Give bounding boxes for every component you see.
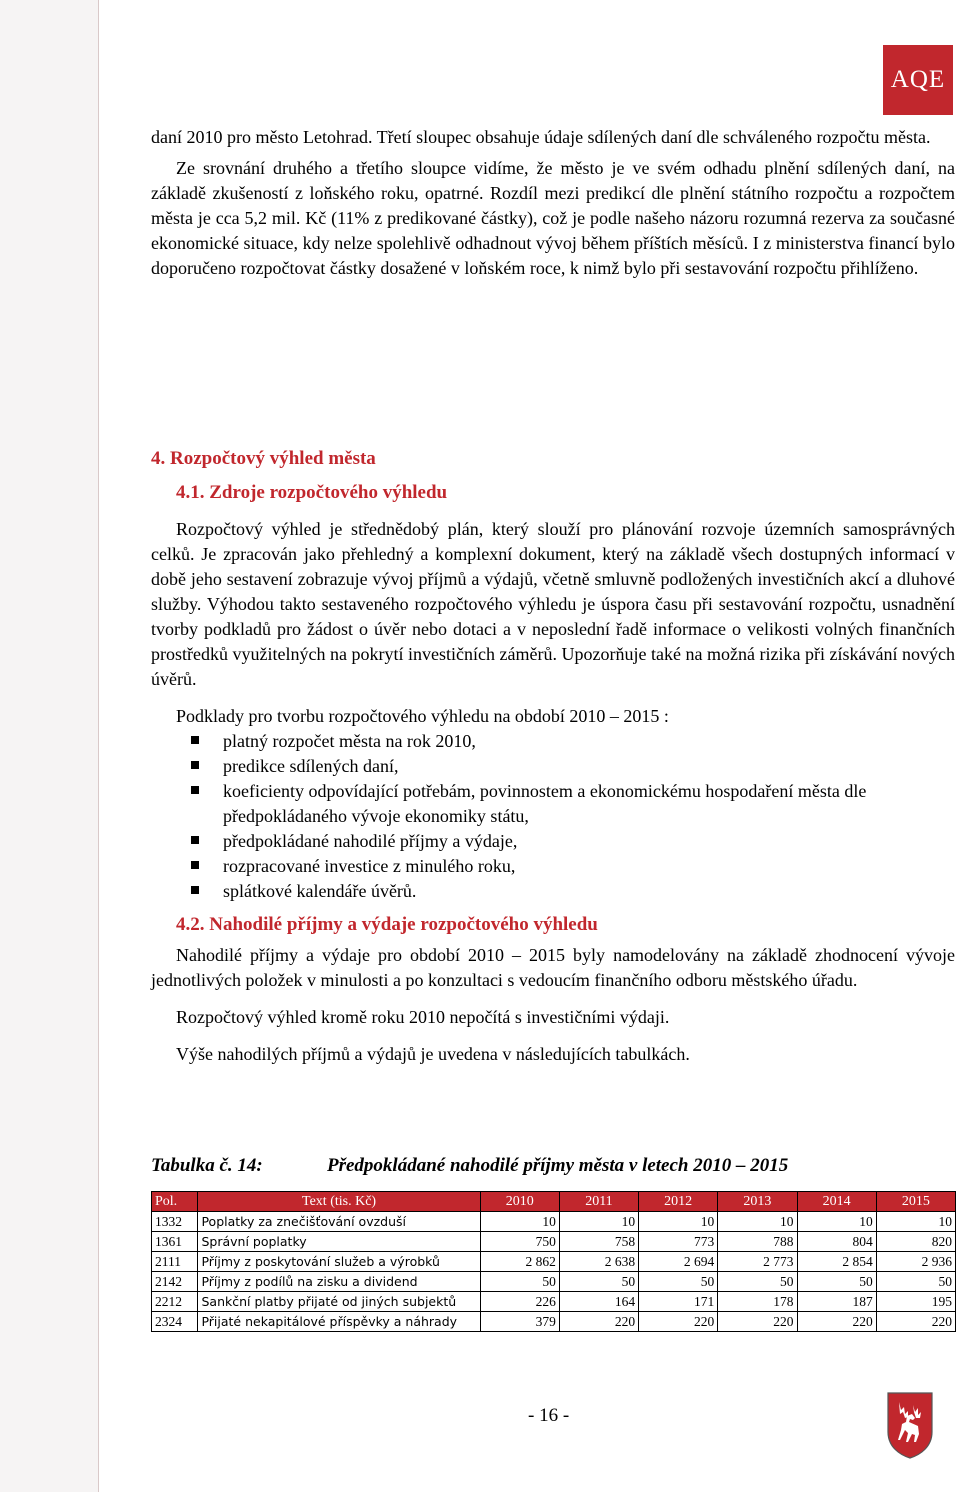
table-cell: 2324: [152, 1312, 198, 1332]
table-caption: [151, 1155, 789, 1177]
table-cell: 220: [797, 1312, 876, 1332]
table-cell: 758: [559, 1232, 638, 1252]
table-cell: 2212: [152, 1292, 198, 1312]
table-cell: 50: [876, 1272, 955, 1292]
bullet-square-icon: [191, 736, 199, 744]
intro-paragraph-1: daní 2010 pro město Letohrad. Třetí sloupec obsahuje údaje sdílených daní dle schváleného rozpočtu města.: [151, 127, 931, 147]
table-cell: 10: [718, 1212, 797, 1232]
bullet-square-icon: [191, 861, 199, 869]
deer-crest-icon: [885, 1390, 935, 1465]
list-item: koeficienty odpovídající potřebám, povinnostem a ekonomickému hospodaření města dle předpokládaného vývoje ekonomiky státu,: [151, 779, 955, 829]
table-cell: 195: [876, 1292, 955, 1312]
intro-text: [151, 125, 955, 281]
bullet-square-icon: [191, 836, 199, 844]
table-cell: 2111: [152, 1252, 198, 1272]
table-cell: Sankční platby přijaté od jiných subjektů: [198, 1292, 480, 1312]
table-cell: 10: [480, 1212, 559, 1232]
table-cell: 2 694: [639, 1252, 718, 1272]
section-4-2-paragraph-1: Nahodilé příjmy a výdaje pro období 2010 – 2015 byly namodelovány na základě zhodnocení vývoje jednotlivých položek v minulosti a po konzultaci s vedoucím finančního odboru městského úřadu.: [151, 945, 955, 990]
table-cell: 820: [876, 1232, 955, 1252]
table-cell: 178: [718, 1292, 797, 1312]
table-row: [152, 1212, 956, 1232]
table-cell: 2 854: [797, 1252, 876, 1272]
table-cell: 50: [797, 1272, 876, 1292]
table-cell: Příjmy z poskytování služeb a výrobků: [198, 1252, 480, 1272]
table-row: [152, 1272, 956, 1292]
table-cell: 2 936: [876, 1252, 955, 1272]
section-4-body: [151, 517, 955, 1067]
table-cell: 164: [559, 1292, 638, 1312]
section-4-2-paragraph-2: Rozpočtový výhled kromě roku 2010 nepočítá s investičními výdaji.: [176, 1007, 670, 1027]
page-margin-strip: [0, 0, 99, 1492]
column-header: 2012: [639, 1192, 718, 1212]
table-row: [152, 1232, 956, 1252]
aqe-logo-text: AQE: [890, 66, 946, 93]
table-cell: 220: [718, 1312, 797, 1332]
table-cell: 2142: [152, 1272, 198, 1292]
intro-paragraph-2: Ze srovnání druhého a třetího sloupce vidíme, že město je ve svém odhadu plnění sdílených daní, na základě zkušeností z loňského roku, opatrné. Rozdíl mezi predikcí dle plnění státního rozpočtu a rozpočtem města je cca 5,2 mil. Kč (11% z predikované částky), což je podle našeho názoru rozumná rezerva za současné ekonomické situace, kdy nelze spolehlivě odhadnout vývoj během příštích měsíců. I z ministerstva financí bylo doporučeno rozpočtovat částky dosažené v loňském roce, k nimž bylo při sestavování rozpočtu přihlíženo.: [151, 158, 955, 278]
table-cell: 226: [480, 1292, 559, 1312]
bullet-square-icon: [191, 786, 199, 794]
table-caption-label: Tabulka č. 14:: [151, 1155, 263, 1176]
table-cell: 50: [480, 1272, 559, 1292]
bullet-square-icon: [191, 886, 199, 894]
column-header: Text (tis. Kč): [198, 1192, 480, 1212]
list-item: předpokládané nahodilé příjmy a výdaje,: [151, 829, 955, 854]
column-header: 2011: [559, 1192, 638, 1212]
table-cell: 10: [639, 1212, 718, 1232]
table-cell: 379: [480, 1312, 559, 1332]
list-item: rozpracované investice z minulého roku,: [151, 854, 955, 879]
table-cell: 2 638: [559, 1252, 638, 1272]
table-cell: 788: [718, 1232, 797, 1252]
column-header: 2010: [480, 1192, 559, 1212]
table-cell: Poplatky za znečišťování ovzduší: [198, 1212, 480, 1232]
aqe-logo: [883, 45, 953, 115]
table-cell: Správní poplatky: [198, 1232, 480, 1252]
table-cell: 171: [639, 1292, 718, 1312]
list-item: platný rozpočet města na rok 2010,: [151, 729, 955, 754]
table-cell: 220: [639, 1312, 718, 1332]
sources-list: [151, 729, 955, 904]
list-intro: Podklady pro tvorbu rozpočtového výhledu na období 2010 – 2015 :: [176, 706, 669, 726]
table-row: [152, 1252, 956, 1272]
table-cell: 773: [639, 1232, 718, 1252]
table-cell: 10: [876, 1212, 955, 1232]
table-cell: 750: [480, 1232, 559, 1252]
table-cell: 2 862: [480, 1252, 559, 1272]
table-header-row: [152, 1192, 956, 1212]
list-item: splátkové kalendáře úvěrů.: [151, 879, 955, 904]
table-cell: 187: [797, 1292, 876, 1312]
section-4-1-heading: 4.1. Zdroje rozpočtového výhledu: [176, 482, 448, 503]
table-cell: 50: [639, 1272, 718, 1292]
table-cell: 2 773: [718, 1252, 797, 1272]
table-row: [152, 1292, 956, 1312]
table-cell: 50: [718, 1272, 797, 1292]
table-cell: 804: [797, 1232, 876, 1252]
column-header: 2014: [797, 1192, 876, 1212]
section-4-2-heading: 4.2. Nahodilé příjmy a výdaje rozpočtového výhledu: [176, 914, 598, 935]
table-cell: 1332: [152, 1212, 198, 1232]
table-cell: Příjmy z podílů na zisku a dividend: [198, 1272, 480, 1292]
bullet-square-icon: [191, 761, 199, 769]
column-header: Pol.: [152, 1192, 198, 1212]
section-4-2-paragraph-3: Výše nahodilých příjmů a výdajů je uvedena v následujících tabulkách.: [176, 1044, 690, 1064]
table-cell: 10: [797, 1212, 876, 1232]
table-cell: 220: [876, 1312, 955, 1332]
section-4-heading: 4. Rozpočtový výhled města: [151, 448, 376, 469]
table-cell: 1361: [152, 1232, 198, 1252]
page-number: - 16 -: [528, 1405, 570, 1426]
income-table: [151, 1191, 956, 1332]
column-header: 2013: [718, 1192, 797, 1212]
table-cell: 220: [559, 1312, 638, 1332]
table-row: [152, 1312, 956, 1332]
list-item: predikce sdílených daní,: [151, 754, 955, 779]
table-cell: 10: [559, 1212, 638, 1232]
table-cell: 50: [559, 1272, 638, 1292]
section-4-1-paragraph: Rozpočtový výhled je střednědobý plán, který slouží pro plánování rozvoje územních samosprávných celků. Je zpracován jako přehledný a komplexní dokument, který na základě všech dostupných informací v době jeho sestavení zobrazuje vývoj příjmů a výdajů, včetně smluvně podložených investičních akcí a dluhové služby. Výhodou takto sestaveného rozpočtového výhledu je úspora času při sestavování rozpočtu, usnadnění tvorby podkladů pro žádost o úvěr nebo dotaci a v neposlední řadě informace o velikosti volných finančních prostředků využitelných na pokrytí investičních záměrů. Upozorňuje také na možná rizika při získávání nových úvěrů.: [151, 519, 955, 689]
table-cell: Přijaté nekapitálové příspěvky a náhrady: [198, 1312, 480, 1332]
column-header: 2015: [876, 1192, 955, 1212]
table-caption-title: Předpokládané nahodilé příjmy města v letech 2010 – 2015: [327, 1155, 789, 1176]
